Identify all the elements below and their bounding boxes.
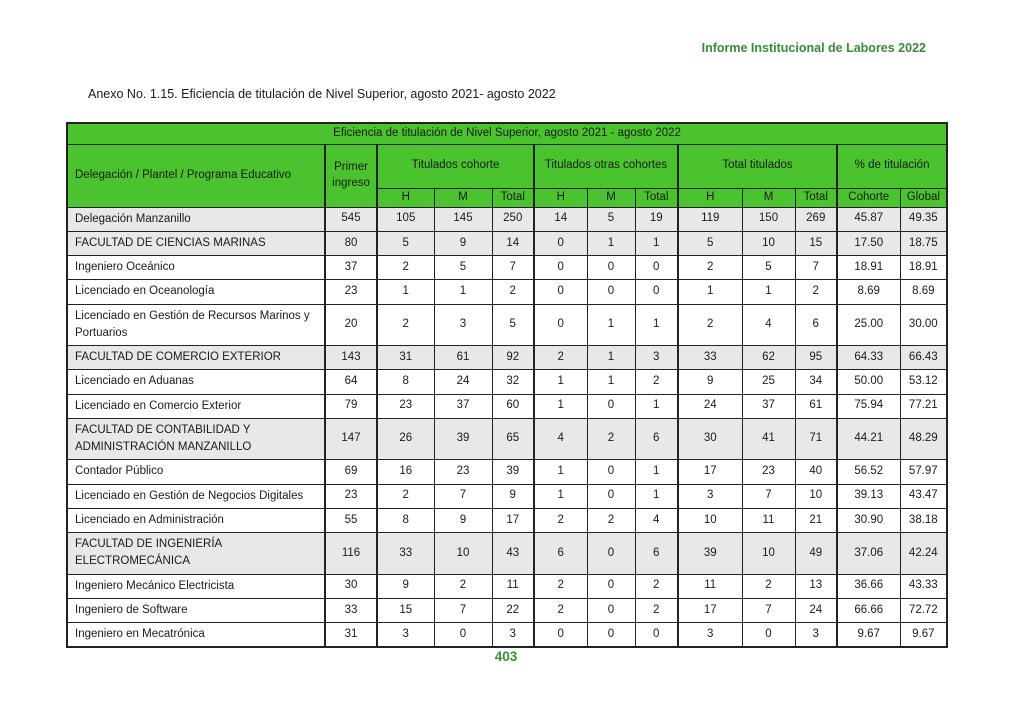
value-cell: 143 [325,346,377,370]
value-cell: 17 [678,598,742,622]
value-cell: 45.87 [837,207,900,231]
value-cell: 61 [795,394,837,418]
value-cell: 55 [325,508,377,532]
value-cell: 57.97 [900,460,947,484]
table-body [67,207,947,647]
value-cell: 1 [434,280,492,304]
value-cell: 119 [678,207,742,231]
value-cell: 2 [795,280,837,304]
value-cell: 10 [434,533,492,575]
program-name-cell: Licenciado en Aduanas [67,370,325,394]
value-cell: 8.69 [837,280,900,304]
value-cell: 10 [742,533,795,575]
value-cell: 2 [678,256,742,280]
value-cell: 22 [492,598,534,622]
value-cell: 11 [678,574,742,598]
value-cell: 2 [678,304,742,346]
value-cell: 250 [492,207,534,231]
value-cell: 15 [377,598,434,622]
table-caption-row [67,123,947,144]
value-cell: 1 [587,304,635,346]
value-cell: 44.21 [837,418,900,460]
column-group-pct-titulacion: % de titulación [837,144,947,188]
value-cell: 66.66 [837,598,900,622]
value-cell: 18.75 [900,231,947,255]
program-name-cell: Ingeniero Oceánico [67,256,325,280]
value-cell: 2 [635,574,678,598]
table-row [67,370,947,394]
table-row [67,280,947,304]
program-name-cell: Licenciado en Comercio Exterior [67,394,325,418]
value-cell: 2 [534,574,587,598]
value-cell: 66.43 [900,346,947,370]
value-cell: 8.69 [900,280,947,304]
value-cell: 2 [635,370,678,394]
value-cell: 43.33 [900,574,947,598]
value-cell: 11 [742,508,795,532]
value-cell: 1 [534,484,587,508]
subheader-h: H [377,188,434,207]
table-row [67,574,947,598]
value-cell: 10 [795,484,837,508]
value-cell: 39 [492,460,534,484]
value-cell: 1 [635,231,678,255]
value-cell: 49 [795,533,837,575]
value-cell: 7 [434,598,492,622]
value-cell: 2 [434,574,492,598]
report-header-note: Informe Institucional de Labores 2022 [701,41,926,55]
subheader-m: M [587,188,635,207]
value-cell: 14 [492,231,534,255]
value-cell: 23 [325,484,377,508]
value-cell: 9.67 [837,623,900,648]
value-cell: 43.47 [900,484,947,508]
page-number: 403 [494,649,518,664]
column-group-total-titulados: Total titulados [678,144,837,188]
value-cell: 0 [742,623,795,648]
value-cell: 2 [377,304,434,346]
value-cell: 50.00 [837,370,900,394]
value-cell: 62 [742,346,795,370]
value-cell: 0 [587,256,635,280]
value-cell: 3 [795,623,837,648]
value-cell: 65 [492,418,534,460]
value-cell: 39 [434,418,492,460]
value-cell: 37 [742,394,795,418]
value-cell: 0 [635,256,678,280]
value-cell: 145 [434,207,492,231]
value-cell: 9 [678,370,742,394]
value-cell: 545 [325,207,377,231]
value-cell: 2 [377,484,434,508]
value-cell: 1 [534,394,587,418]
value-cell: 7 [795,256,837,280]
program-name-cell: Licenciado en Administración [67,508,325,532]
table-row [67,418,947,460]
table-row [67,508,947,532]
value-cell: 37 [434,394,492,418]
table-row [67,484,947,508]
table-row [67,207,947,231]
value-cell: 150 [742,207,795,231]
value-cell: 0 [635,280,678,304]
value-cell: 0 [587,394,635,418]
value-cell: 0 [534,304,587,346]
value-cell: 9.67 [900,623,947,648]
value-cell: 14 [534,207,587,231]
subheader-total: Total [492,188,534,207]
value-cell: 2 [742,574,795,598]
value-cell: 53.12 [900,370,947,394]
table-row [67,346,947,370]
subheader-m: M [742,188,795,207]
annex-title: Anexo No. 1.15. Eficiencia de titulación de Nivel Superior, agosto 2021- agosto 2022 [88,87,556,101]
value-cell: 18.91 [837,256,900,280]
value-cell: 3 [434,304,492,346]
table-row [67,304,947,346]
value-cell: 3 [377,623,434,648]
value-cell: 4 [534,418,587,460]
value-cell: 3 [492,623,534,648]
program-name-cell: FACULTAD DE COMERCIO EXTERIOR [67,346,325,370]
value-cell: 5 [434,256,492,280]
program-name-cell: Contador Público [67,460,325,484]
value-cell: 2 [587,418,635,460]
program-name-cell: FACULTAD DE INGENIERÍA ELECTROMECÁNICA [67,533,325,575]
value-cell: 34 [795,370,837,394]
value-cell: 1 [587,370,635,394]
value-cell: 9 [377,574,434,598]
value-cell: 36.66 [837,574,900,598]
titulacion-table [66,122,948,648]
value-cell: 23 [434,460,492,484]
value-cell: 0 [587,460,635,484]
value-cell: 10 [678,508,742,532]
value-cell: 4 [742,304,795,346]
value-cell: 147 [325,418,377,460]
program-name-cell: Licenciado en Oceanología [67,280,325,304]
value-cell: 30.00 [900,304,947,346]
value-cell: 2 [377,256,434,280]
value-cell: 23 [742,460,795,484]
value-cell: 2 [534,508,587,532]
value-cell: 2 [492,280,534,304]
value-cell: 5 [742,256,795,280]
value-cell: 41 [742,418,795,460]
program-name-cell: FACULTAD DE CIENCIAS MARINAS [67,231,325,255]
column-group-titulados-cohorte: Titulados cohorte [377,144,534,188]
program-name-cell: Licenciado en Gestión de Negocios Digitales [67,484,325,508]
value-cell: 17 [492,508,534,532]
value-cell: 2 [587,508,635,532]
value-cell: 10 [742,231,795,255]
value-cell: 80 [325,231,377,255]
value-cell: 0 [587,484,635,508]
value-cell: 6 [635,418,678,460]
value-cell: 3 [678,623,742,648]
value-cell: 23 [325,280,377,304]
value-cell: 16 [377,460,434,484]
program-name-cell: Ingeniero de Software [67,598,325,622]
value-cell: 1 [635,304,678,346]
value-cell: 9 [492,484,534,508]
value-cell: 31 [377,346,434,370]
value-cell: 42.24 [900,533,947,575]
value-cell: 8 [377,508,434,532]
program-name-cell: Licenciado en Gestión de Recursos Marinos y Portuarios [67,304,325,346]
value-cell: 3 [635,346,678,370]
value-cell: 2 [534,346,587,370]
value-cell: 0 [534,256,587,280]
value-cell: 0 [587,598,635,622]
value-cell: 38.18 [900,508,947,532]
value-cell: 4 [635,508,678,532]
program-name-cell: Ingeniero Mecánico Electricista [67,574,325,598]
value-cell: 30 [678,418,742,460]
value-cell: 1 [635,484,678,508]
value-cell: 116 [325,533,377,575]
table-row [67,460,947,484]
value-cell: 7 [742,598,795,622]
value-cell: 37 [325,256,377,280]
value-cell: 33 [678,346,742,370]
value-cell: 49.35 [900,207,947,231]
value-cell: 69 [325,460,377,484]
value-cell: 39.13 [837,484,900,508]
value-cell: 6 [635,533,678,575]
subheader-h: H [678,188,742,207]
value-cell: 13 [795,574,837,598]
value-cell: 25.00 [837,304,900,346]
subheader-cohorte: Cohorte [837,188,900,207]
table-group-header-row [67,144,947,188]
subheader-m: M [434,188,492,207]
value-cell: 26 [377,418,434,460]
value-cell: 1 [635,460,678,484]
value-cell: 61 [434,346,492,370]
table-row [67,533,947,575]
subheader-h: H [534,188,587,207]
column-header-primer-ingreso: Primer ingreso [325,144,377,207]
value-cell: 21 [795,508,837,532]
value-cell: 269 [795,207,837,231]
value-cell: 1 [587,231,635,255]
value-cell: 2 [534,598,587,622]
subheader-total: Total [795,188,837,207]
value-cell: 5 [587,207,635,231]
program-name-cell: Delegación Manzanillo [67,207,325,231]
value-cell: 20 [325,304,377,346]
value-cell: 24 [795,598,837,622]
value-cell: 75.94 [837,394,900,418]
value-cell: 1 [534,370,587,394]
table-row [67,256,947,280]
column-header-programa: Delegación / Plantel / Programa Educativo [67,144,325,207]
value-cell: 1 [377,280,434,304]
value-cell: 31 [325,623,377,648]
value-cell: 24 [434,370,492,394]
value-cell: 25 [742,370,795,394]
value-cell: 77.21 [900,394,947,418]
value-cell: 1 [742,280,795,304]
table-row [67,598,947,622]
value-cell: 43 [492,533,534,575]
value-cell: 1 [587,346,635,370]
value-cell: 39 [678,533,742,575]
value-cell: 15 [795,231,837,255]
value-cell: 2 [635,598,678,622]
value-cell: 32 [492,370,534,394]
value-cell: 0 [534,231,587,255]
table-row [67,394,947,418]
value-cell: 0 [587,280,635,304]
subheader-global: Global [900,188,947,207]
value-cell: 24 [678,394,742,418]
value-cell: 0 [587,574,635,598]
value-cell: 37.06 [837,533,900,575]
value-cell: 7 [492,256,534,280]
value-cell: 9 [434,231,492,255]
value-cell: 1 [534,460,587,484]
value-cell: 92 [492,346,534,370]
value-cell: 40 [795,460,837,484]
value-cell: 0 [434,623,492,648]
value-cell: 23 [377,394,434,418]
value-cell: 3 [678,484,742,508]
value-cell: 19 [635,207,678,231]
value-cell: 56.52 [837,460,900,484]
value-cell: 64 [325,370,377,394]
value-cell: 5 [492,304,534,346]
value-cell: 30.90 [837,508,900,532]
value-cell: 60 [492,394,534,418]
value-cell: 72.72 [900,598,947,622]
value-cell: 7 [434,484,492,508]
value-cell: 79 [325,394,377,418]
value-cell: 0 [587,533,635,575]
value-cell: 0 [587,623,635,648]
program-name-cell: Ingeniero en Mecatrónica [67,623,325,648]
value-cell: 5 [678,231,742,255]
value-cell: 11 [492,574,534,598]
value-cell: 71 [795,418,837,460]
value-cell: 30 [325,574,377,598]
value-cell: 0 [534,280,587,304]
value-cell: 6 [534,533,587,575]
value-cell: 0 [635,623,678,648]
value-cell: 18.91 [900,256,947,280]
table-row [67,623,947,648]
value-cell: 1 [678,280,742,304]
value-cell: 33 [325,598,377,622]
value-cell: 64.33 [837,346,900,370]
subheader-total: Total [635,188,678,207]
program-name-cell: FACULTAD DE CONTABILIDAD Y ADMINISTRACIÓN MANZANILLO [67,418,325,460]
value-cell: 48.29 [900,418,947,460]
value-cell: 7 [742,484,795,508]
value-cell: 9 [434,508,492,532]
value-cell: 1 [635,394,678,418]
value-cell: 17 [678,460,742,484]
value-cell: 17.50 [837,231,900,255]
value-cell: 0 [534,623,587,648]
value-cell: 33 [377,533,434,575]
value-cell: 105 [377,207,434,231]
value-cell: 5 [377,231,434,255]
table-row [67,231,947,255]
table-caption: Eficiencia de titulación de Nivel Superior, agosto 2021 - agosto 2022 [67,123,947,144]
value-cell: 95 [795,346,837,370]
value-cell: 6 [795,304,837,346]
value-cell: 8 [377,370,434,394]
column-group-titulados-otras-cohortes: Titulados otras cohortes [534,144,678,188]
